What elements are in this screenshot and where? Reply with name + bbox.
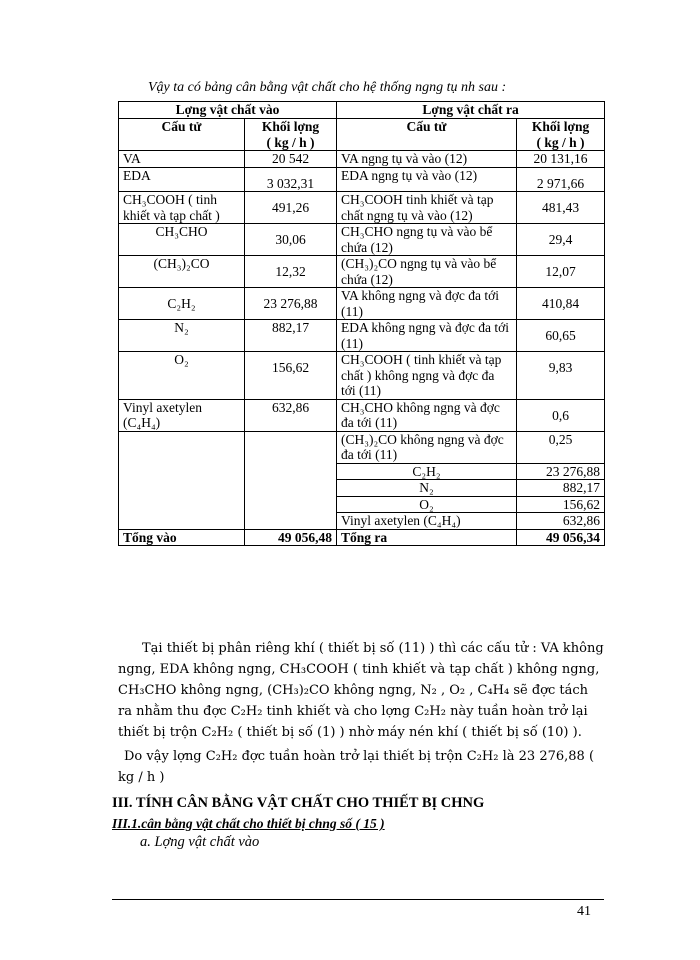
paragraph-separation: Tại thiết bị phân riêng khí ( thiết bị số (11) ) thì các cấu tử : VA không ngng, EDA không ngng, CH₃COOH ( tinh khiết và tạp chất ) không ngng, CH₃CHO không ngng, (CH₃)₂CO không ngng, N₂ , O₂ , C₄H₄ sẽ đợc tách ra nhằm thu đợc C₂H₂ tinh khiết và cho lợng C₂H₂ này tuần hoàn trở lại thiết bị trộn C₂H₂ ( thiết bị số (1) ) nhờ máy nén khí ( thiết bị số (10) ).	[118, 641, 604, 740]
table-row: CH₃CHO 30,06 CH₃CHO ngng tụ và vào bể chứa (12) 29,4	[119, 224, 605, 256]
table-row: O₂ 156,62 CH₃COOH ( tinh khiết và tạp chất ) không ngng và đợc đa tới (11) 9,83	[119, 352, 605, 400]
table-row: (CH₃)₂CO không ngng và đợc đa tới (11) 0,25	[119, 431, 605, 463]
table-row: O₂ 156,62	[119, 496, 605, 513]
paragraph-recycle: Do vậy lợng C₂H₂ đợc tuần hoàn trở lại thiết bị trộn C₂H₂ là 23 276,88 ( kg / h )	[118, 749, 595, 785]
table-row: C₂H₂ 23 276,88 VA không ngng và đợc đa tới (11) 410,84	[119, 288, 605, 320]
col-mass-out: Khối lợng ( kg / h )	[517, 119, 605, 151]
col-mass-in: Khối lợng ( kg / h )	[245, 119, 337, 151]
table-row: VA 20 542 VA ngng tụ và vào (12) 20 131,16	[119, 151, 605, 168]
table-row: CH₃COOH ( tinh khiết và tạp chất ) 491,26 CH₃COOH tinh khiết và tạp chất ngng tụ và vào (12) 481,43	[119, 192, 605, 224]
table-row: C₂H₂ 23 276,88	[119, 463, 605, 480]
header-output: Lợng vật chất ra	[337, 102, 605, 119]
table-caption: Vậy ta có bảng cân bằng vật chất cho hệ thống ngng tụ nh sau :	[148, 80, 507, 95]
material-balance-table	[118, 101, 605, 546]
table-row: Vinyl axetylen (C₄H₄) 632,86 CH₃CHO không ngng và đợc đa tới (11) 0,6	[119, 399, 605, 431]
col-component-in: Cấu tử	[119, 119, 245, 151]
header-input: Lợng vật chất vào	[119, 102, 337, 119]
subsubsection-heading: a. Lợng vật chất vào	[140, 834, 260, 850]
page-number: 41	[577, 904, 591, 919]
col-component-out: Cấu tử	[337, 119, 517, 151]
footer-divider	[112, 899, 604, 900]
section-heading: III. TÍNH CÂN BẰNG VẬT CHẤT CHO THIẾT BỊ CHNG	[112, 795, 485, 811]
table-row: Vinyl axetylen (C₄H₄) 632,86	[119, 513, 605, 530]
table-row: N₂ 882,17 EDA không ngng và đợc đa tới (11) 60,65	[119, 320, 605, 352]
table-row: (CH₃)₂CO 12,32 (CH₃)₂CO ngng tụ và vào bể chứa (12) 12,07	[119, 256, 605, 288]
table-row: EDA 3 032,31 EDA ngng tụ và vào (12) 2 971,66	[119, 167, 605, 192]
table-row: N₂ 882,17	[119, 480, 605, 497]
table-total-row: Tổng vào 49 056,48 Tổng ra 49 056,34	[119, 529, 605, 546]
subsection-heading: III.1.cân bằng vật chất cho thiết bị chng số ( 15 )	[112, 816, 385, 831]
